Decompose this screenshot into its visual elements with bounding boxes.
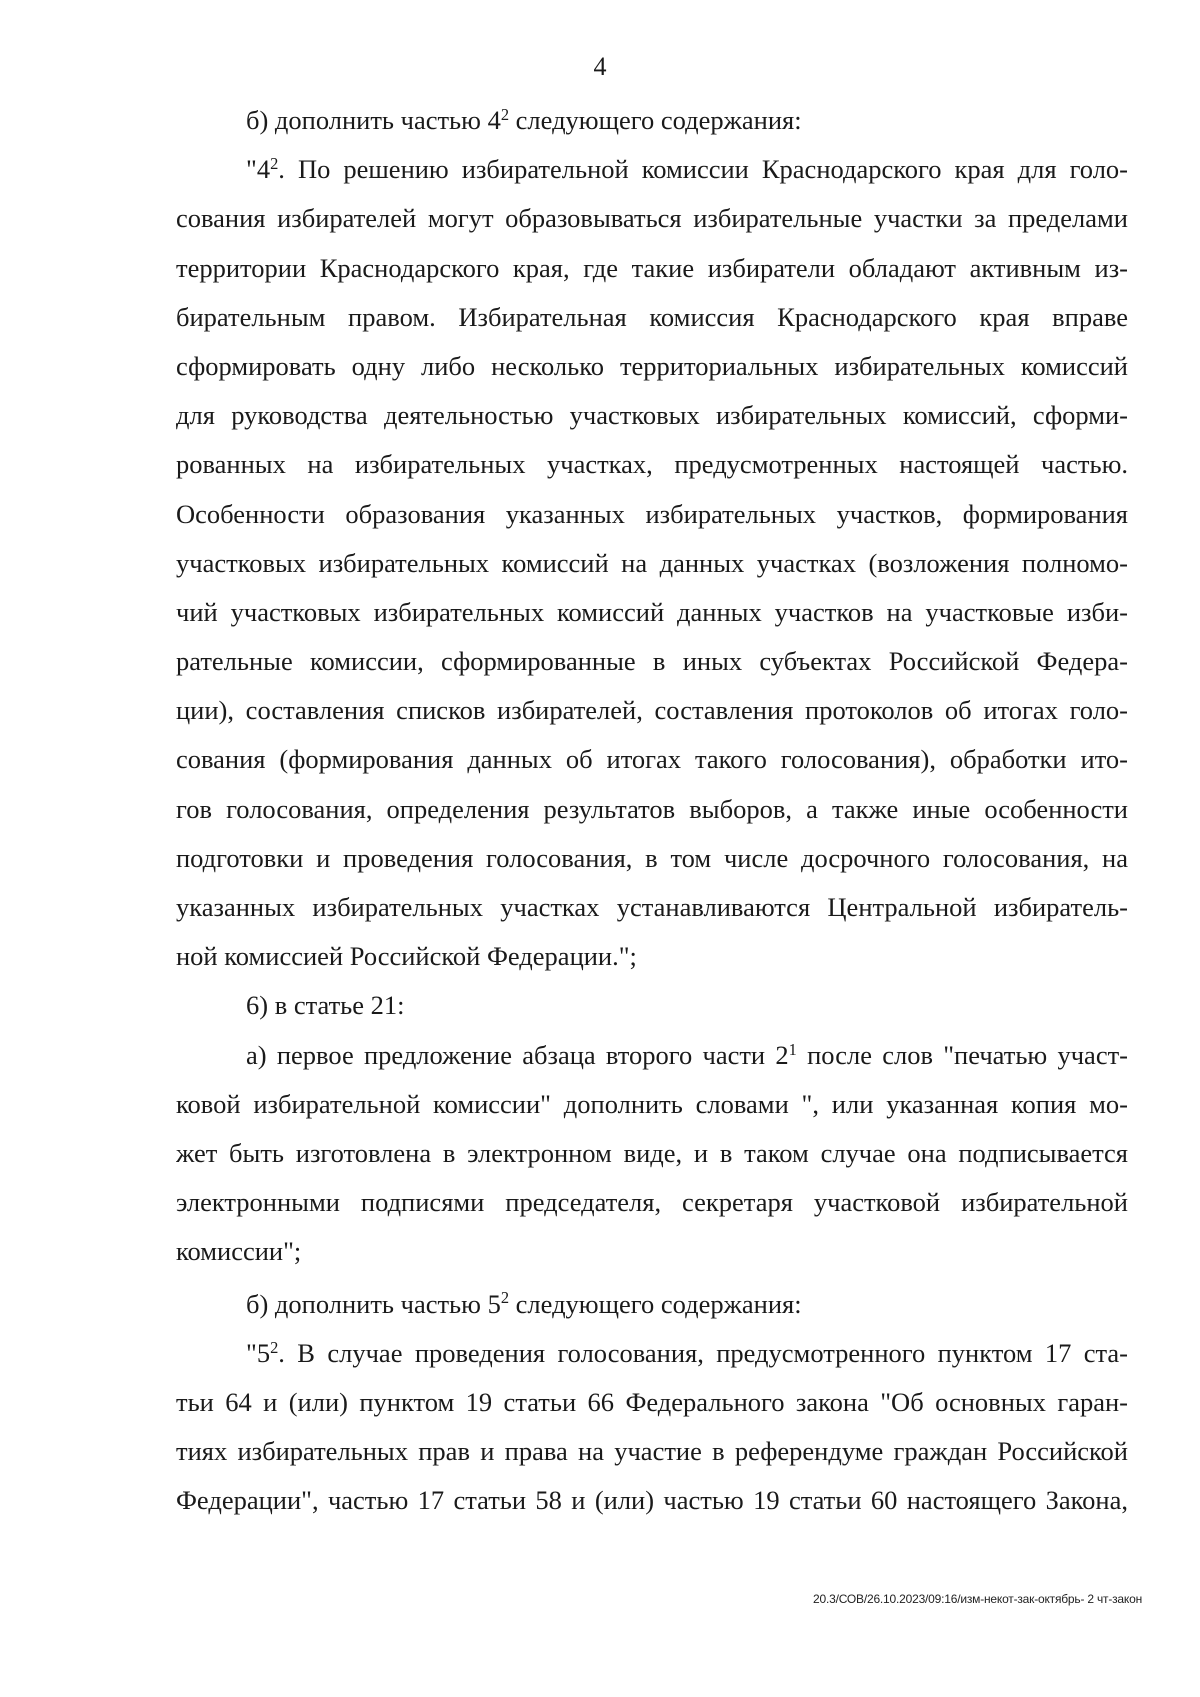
paragraph-line: сформировать одну либо несколько территориальных избирательных комиссий: [176, 350, 1128, 381]
document-body: [176, 96, 1128, 1525]
paragraph-line: тьи 64 и (или) пунктом 19 статьи 66 Федерального закона "Об основных гаран-: [176, 1386, 1128, 1417]
paragraph-line: Особенности образования указанных избирательных участков, формирования: [176, 498, 1128, 529]
paragraph-line: ковой избирательной комиссии" дополнить словами ", или указанная копия мо-: [176, 1088, 1128, 1119]
paragraph-line: гов голосования, определения результатов выборов, а также иные особенности: [176, 793, 1128, 824]
paragraph-line: рованных на избирательных участках, предусмотренных настоящей частью.: [176, 449, 1128, 480]
paragraph-line: подготовки и проведения голосования, в том числе досрочного голосования, на: [176, 842, 1128, 873]
paragraph-line: б) дополнить частью $5^2$ следующего содержания:: [246, 1288, 802, 1319]
paragraph-line: территории Краснодарского края, где такие избиратели обладают активным из-: [176, 252, 1128, 283]
paragraph-line: жет быть изготовлена в электронном виде, и в таком случае она подписывается: [176, 1137, 1128, 1168]
paragraph-line: 6) в статье 21:: [246, 990, 405, 1021]
paragraph-line: электронными подписями председателя, секретаря участковой избирательной: [176, 1187, 1128, 1218]
paragraph-line: сования избирателей могут образовываться избирательные участки за пределами: [176, 203, 1128, 234]
paragraph-line: а) первое предложение абзаца второго части $2^1$ после слов "печатью участ-: [246, 1039, 1128, 1070]
page-number: 4: [593, 52, 607, 81]
paragraph-line: ной комиссией Российской Федерации.";: [176, 941, 637, 972]
paragraph-line: комиссии";: [176, 1236, 302, 1267]
paragraph-line: указанных избирательных участках устанавливаются Центральной избиратель-: [176, 892, 1128, 922]
paragraph-line: бирательным правом. Избирательная комиссия Краснодарского края вправе: [176, 301, 1128, 332]
paragraph-line: "$5^2$. В случае проведения голосования, предусмотренного пунктом 17 ста-: [246, 1337, 1128, 1368]
paragraph-line: ции), составления списков избирателей, составления протоколов об итогах голо-: [176, 695, 1128, 726]
paragraph-line: "$4^2$. По решению избирательной комиссии Краснодарского края для голо-: [246, 154, 1128, 185]
paragraph-line: б) дополнить частью $4^2$ следующего содержания:: [246, 104, 802, 135]
paragraph-line: тиях избирательных прав и права на участие в референдуме граждан Российской: [176, 1436, 1128, 1467]
paragraph-line: рательные комиссии, сформированные в иных субъектах Российской Федера-: [176, 646, 1128, 677]
paragraph-line: сования (формирования данных об итогах такого голосования), обработки ито-: [176, 744, 1128, 775]
paragraph-line: участковых избирательных комиссий на данных участках (возложения полномо-: [176, 547, 1128, 578]
document-footer-code: 20.3/СОВ/26.10.2023/09:16/изм-некот-зак-октябрь- 2 чт-закон: [813, 1592, 1142, 1606]
paragraph-line: чий участковых избирательных комиссий данных участков на участковые изби-: [176, 596, 1128, 627]
paragraph-line: для руководства деятельностью участковых избирательных комиссий, сформи-: [176, 400, 1128, 431]
paragraph-line: Федерации", частью 17 статьи 58 и (или) частью 19 статьи 60 настоящего Закона,: [176, 1485, 1128, 1516]
